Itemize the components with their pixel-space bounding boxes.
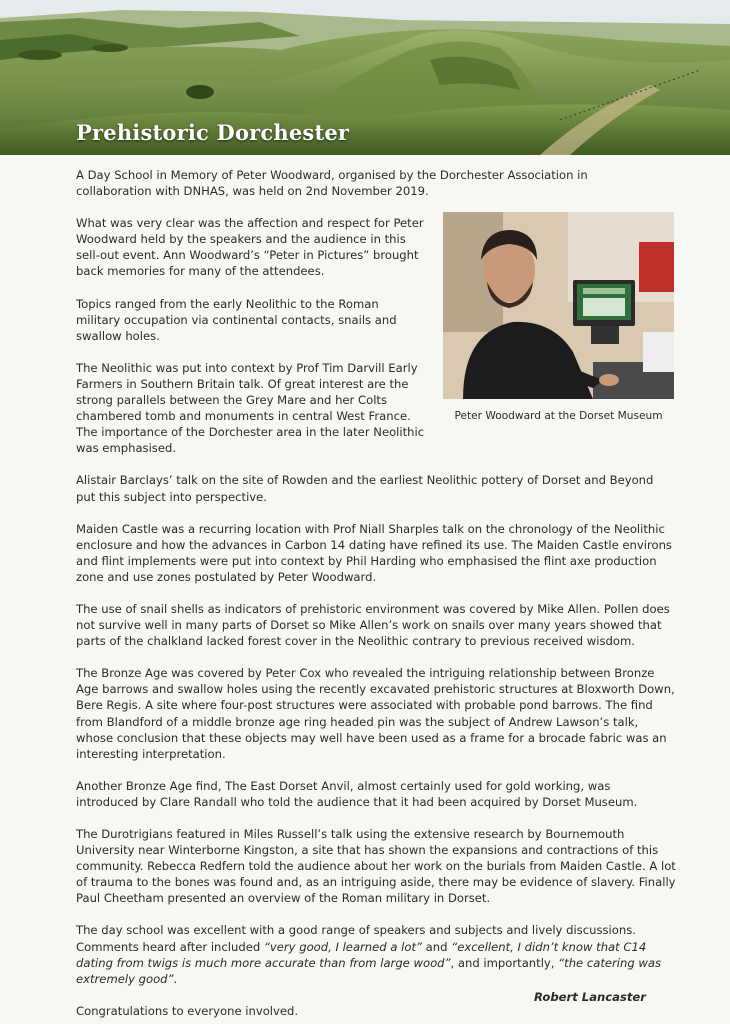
comments-text-c: , and importantly,: [450, 955, 559, 970]
paragraph-bronze-age: The Bronze Age was covered by Peter Cox who revealed the intriguing relationship between Bronze Age barrows and swallow holes using the recently excavated prehistoric structures at Bloxworth Down, Bere Regis. A site where four-post structures were associated with probable pond barrows. The find from Blandford of a middle bronze age ring headed pin was the subject of Andrew Lawson’s talk, whose conclusion that these objects may well have been used as a frame for a brocade fabric was an interesting interpretation.: [76, 666, 675, 761]
paragraph-barclay: Alistair Barclays’ talk on the site of Rowden and the earliest Neolithic pottery of Dorset and Beyond put this subject into perspective.: [76, 473, 654, 504]
paragraph-topics: Topics ranged from the early Neolithic to the Roman military occupation via continental contacts, snails and swallow holes.: [76, 296, 397, 343]
paragraph-affection: What was very clear was the affection and respect for Peter Woodward held by the speakers and the audience in this sell-out event. Ann Woodward’s “Peter in Pictures” brought back memories for many of the attendees.: [76, 216, 424, 279]
paragraph-anvil: Another Bronze Age find, The East Dorset Anvil, almost certainly used for gold working, was introduced by Clare Randall who told the audience that it had been acquired by Dorset Museum.: [76, 778, 638, 809]
paragraph-comments: [76, 922, 676, 986]
paragraph-durotrigians: The Durotrigians featured in Miles Russell’s talk using the extensive research by Bournemouth University near Winterborne Kingston, a site that has shown the expansions and contractions of this community. Rebecca Redfern told the audience about her work on the burials from Maiden Castle. A lot of trauma to the bones was found and, as an intriguing aside, there may be evidence of slavery. Finally Paul Cheetham presented an overview of the Roman military in Dorset.: [76, 827, 676, 906]
comments-text-a: The day school was excellent with a good range of speakers and subjects and lively discussions. Comments heard after included: [76, 923, 636, 954]
quote-2: “excellent, I didn’t know that C14 dating from twigs is much more accurate than from large wood”: [76, 939, 647, 970]
photo-caption: Peter Woodward at the Dorset Museum: [454, 410, 663, 422]
paragraph-maiden-castle: Maiden Castle was a recurring location with Prof Niall Sharples talk on the chronology of the Neolithic enclosure and how the advances in Carbon 14 dating have refined its use. The Maiden Castle environs and flint implements were put into context by Phil Harding who emphasised the flint axe production zone and use zones postulated by Peter Woodward.: [76, 521, 672, 584]
article-body: [76, 167, 676, 1024]
quote-3: “the catering was extremely good”: [76, 955, 662, 986]
quote-1: “very good, I learned a lot”: [263, 939, 422, 954]
comments-text-d: .: [173, 971, 178, 986]
paragraph-snails: The use of snail shells as indicators of prehistoric environment was covered by Mike Allen. Pollen does not survive well in many parts of Dorset so Mike Allen’s work on snails over many years showed that parts of the chalkland lacked forest cover in the Neolithic contrary to previous received wisdom.: [76, 601, 670, 649]
header-banner: [0, 0, 730, 155]
page-title: Prehistoric Dorchester: [76, 120, 350, 145]
paragraph-congratulations: Congratulations to everyone involved.: [76, 1003, 299, 1018]
author-signature: Robert Lancaster: [534, 990, 646, 1004]
intro-paragraph: A Day School in Memory of Peter Woodward, organised by the Dorchester Association in collaboration with DNHAS, was held on 2nd November 2019.: [76, 168, 588, 199]
paragraph-neolithic: The Neolithic was put into context by Prof Tim Darvill Early Farmers in Southern Britain talk. Of great interest are the strong parallels between the Grey Mare and her Colts chambered tomb and monuments in central West France. The importance of the Dorchester area in the later Neolithic was emphasised.: [76, 360, 425, 456]
comments-text-b: and: [422, 939, 452, 954]
